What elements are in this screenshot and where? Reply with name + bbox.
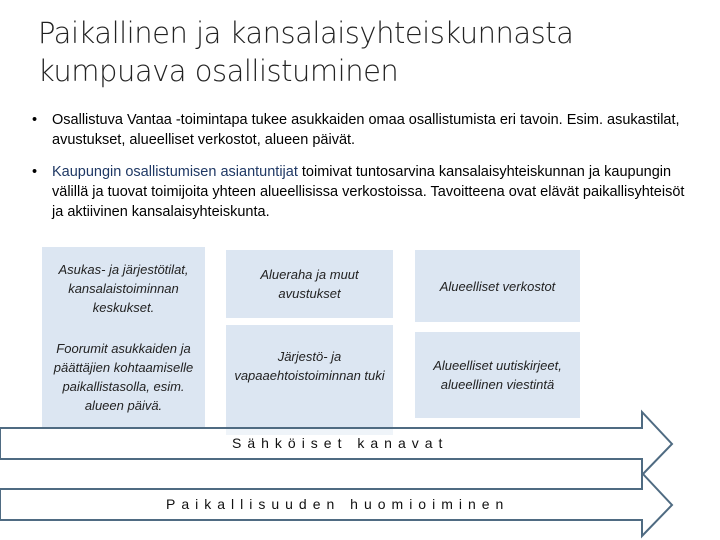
box-spaces: Asukas- ja järjestötilat, kansalaistoiminnan keskukset. [42, 247, 205, 329]
box-grants: Alueraha ja muut avustukset [226, 250, 393, 318]
slide-title: Paikallinen ja kansalaisyhteiskunnasta kumpuava osallistuminen [38, 16, 574, 88]
arrow-label-locality: Paikallisuuden huomioiminen [166, 496, 510, 512]
box-forums: Foorumit asukkaiden ja päättäjien kohtaamiselle paikallistasolla, esim. alueen päivä. [42, 325, 205, 429]
bullet-text: Osallistuva Vantaa -toimintapa tukee asukkaiden omaa osallistumista eri tavoin. Esim. asukastilat, avustukset, alueelliset verkostot, alueen päivät. [52, 112, 680, 148]
bullet-icon: • [32, 112, 38, 128]
bullet-icon: • [32, 164, 38, 180]
bullet-highlight: Kaupungin osallistumisen asiantuntijat [52, 164, 298, 180]
bullet-text: toimivat tuntosarvina kansalaisyhteiskunnan ja kaupungin välillä ja tuovat toimijoita yhteen alueellisissa verkostoissa. Tavoitteena ovat elävät paikallisyhteisöt ja aktiivinen kansalaisyhteiskunta. [52, 164, 685, 220]
arrow-label-electronic: Sähköiset kanavat [232, 435, 449, 451]
box-newsletters: Alueelliset uutiskirjeet, alueellinen viestintä [415, 332, 580, 418]
box-networks: Alueelliset verkostot [415, 250, 580, 322]
box-org-support: Järjestö- ja vapaaehtoistoiminnan tuki [226, 325, 393, 435]
